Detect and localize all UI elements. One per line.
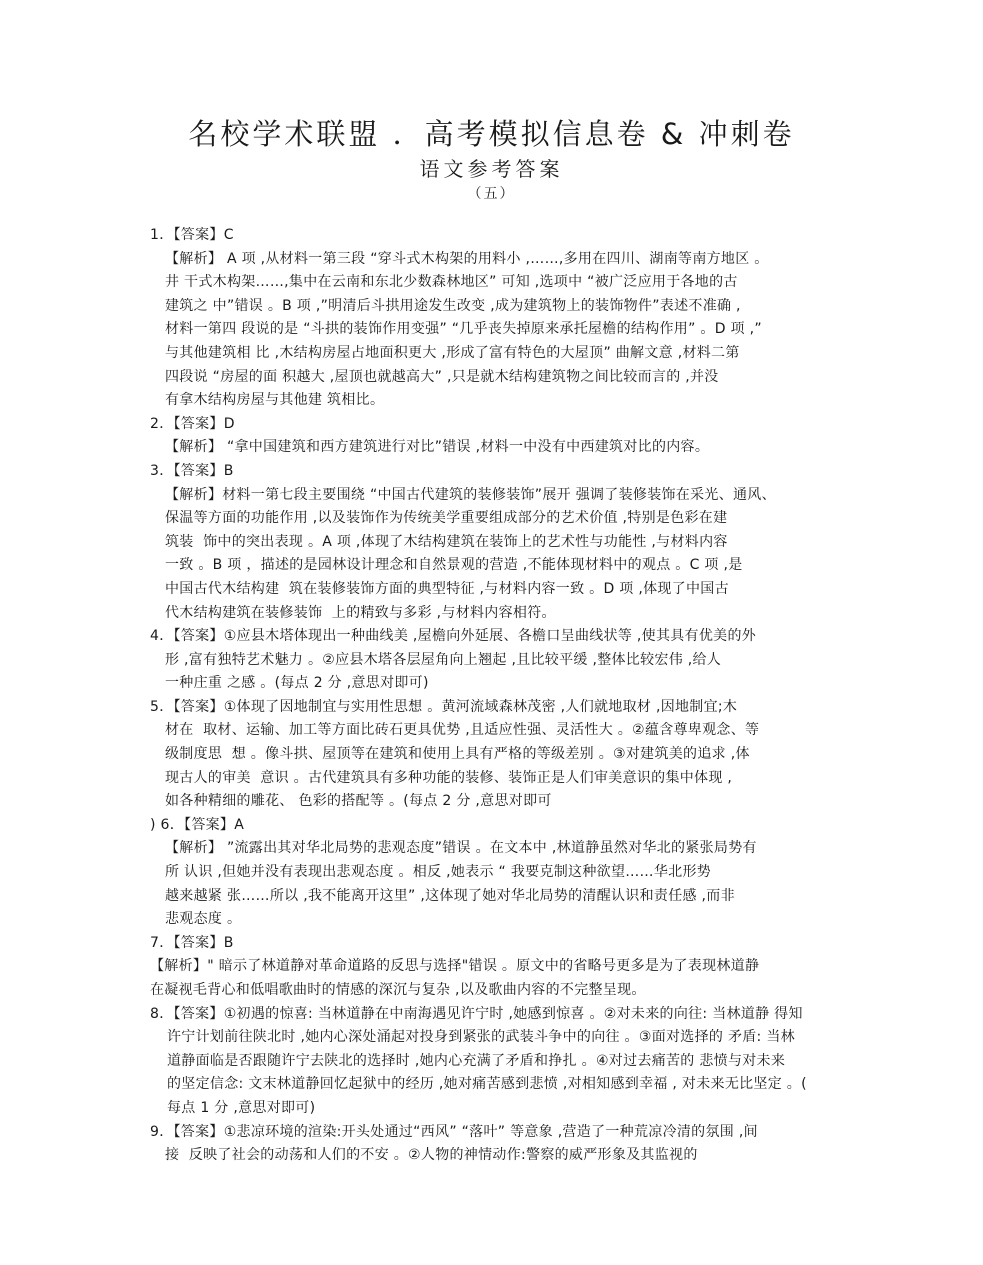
answer-list [150,224,850,1168]
answer-text-line: 现古人的审美 意识 。古代建筑具有多种功能的装修、装饰正是人们审美意识的集中体现 , [165,769,733,786]
answer-text-line: 级制度思 想 。像斗拱、屋顶等在建筑和使用上具有严格的等级差别 。③对建筑美的追求 ,体 [165,746,750,763]
answer-text-line: 【解析】 A 项 ,从材料一第三段 “穿斗式木构架的用料小 ,……,多用在四川、湖南等南方地区 。 [165,250,769,267]
answer-text-line: 形 ,富有独特艺术魅力 。②应县木塔各层屋角向上翘起 ,且比较平缓 ,整体比较宏伟 ,给人 [165,651,722,668]
answer-heading-line: 3．【答案】B [150,462,234,479]
answer-text-line: 建筑之 中”错误 。B 项 ,”明清后斗拱用途发生改变 ,成为建筑物上的装饰物件”表述不准确 , [165,297,741,314]
answer-item-7 [150,932,850,1003]
answer-text-line: 【解析】 “拿中国建筑和西方建筑进行对比”错误 ,材料一中没有中西建筑对比的内容。 [165,439,710,456]
answer-text-line: 越来越紧 张……所以 ,我不能离开这里” ,这体现了她对华北局势的清醒认识和责任感 ,而非 [165,887,735,904]
answer-text-line: 如各种精细的雕花、 色彩的搭配等 。(每点 2 分 ,意思对即可 [165,793,552,810]
answer-heading-line: 9．【答案】①悲凉环境的渲染:开头处通过“西风” “落叶” 等意象 ,营造了一种荒凉冷清的氛围 ,间 [150,1123,758,1140]
answer-heading-line: 8．【答案】①初遇的惊喜: 当林道静在中南海遇见许宁时 ,她感到惊喜 。②对未来的向往: 当林道静 得知 [150,1005,803,1022]
document-subtitle: 语文参考答案 [419,157,564,181]
answer-text-line: 【解析】" 暗示了林道静对革命道路的反思与选择"错误 。原文中的省略号更多是为了表现林道静 [150,958,760,975]
answer-heading-line: 4．【答案】①应县木塔体现出一种曲线美 ,屋檐向外延展、各檐口呈曲线状等 ,使其具有优美的外 [150,628,757,645]
answer-item-3 [150,460,850,625]
answer-item-6 [150,814,850,932]
paper-number: （五） [467,186,516,202]
answer-item-8 [150,1003,850,1121]
answer-heading-line: 2．【答案】D [150,415,235,432]
document-title: 名校学术联盟 ．高考模拟信息卷 & 冲刺卷 [188,117,795,151]
answer-heading-line: 5．【答案】①体现了因地制宜与实用性思想 。黄河流域森林茂密 ,人们就地取材 ,因地制宜;木 [150,698,738,715]
answer-item-1 [150,224,850,413]
answer-text-line: 材在 取材、运输、加工等方面比砖石更具优势 ,且适应性强、灵活性大 。②蕴含尊卑观念、等 [165,722,760,739]
answer-text-line: 道静面临是否跟随许宁去陕北的选择时 ,她内心充满了矛盾和挣扎 。④对过去痛苦的 悲愤与对未来 [167,1052,786,1069]
answer-text-line: 中国古代木结构建 筑在装修装饰方面的典型特征 ,与材料内容一致 。D 项 ,体现了中国古 [165,580,729,597]
answer-text-line: 井 干式木构架……,集中在云南和东北少数森林地区” 可知 ,选项中 “被广泛应用于各地的古 [165,274,738,291]
answer-text-line: 许宁计划前往陕北时 ,她内心深处涌起对投身到紧张的武装斗争中的向往 。③面对选择的 矛盾: 当林 [167,1029,795,1046]
answer-text-line: 的坚定信念: 文末林道静回忆起狱中的经历 ,她对痛苦感到悲愤 ,对相知感到幸福 , 对未来无比坚定 。( [167,1076,807,1093]
answer-heading-line: 7．【答案】B [150,934,234,951]
answer-text-line: 保温等方面的功能作用 ,以及装饰作为传统美学重要组成部分的艺术价值 ,特别是色彩在建 [165,510,728,527]
answer-heading-line: ) 6．【答案】A [150,816,245,833]
answer-heading-line: 1．【答案】C [150,227,234,243]
answer-text-line: 【解析】材料一第七段主要围绕 “中国古代建筑的装修装饰”展开 强调了装修装饰在采光、通风、 [165,486,776,503]
answer-item-9 [150,1121,850,1168]
answer-text-line: 代木结构建筑在装修装饰 上的精致与多彩 ,与材料内容相符。 [165,604,556,621]
answer-text-line: 四段说 “房屋的面 积越大 ,屋顶也就越高大” ,只是就木结构建筑物之间比较而言的 ,并没 [165,368,719,385]
answer-text-line: 【解析】 ”流露出其对华北局势的悲观态度”错误 。在文本中 ,林道静虽然对华北的紧张局势有 [165,840,757,857]
answer-item-4 [150,625,850,696]
answer-item-2 [150,413,850,460]
answer-text-line: 悲观态度 。 [165,911,242,928]
answer-text-line: 所 认识 ,但她并没有表现出悲观态度 。相反 ,她表示 “ 我要克制这种欲望……华北形势 [165,864,712,881]
answer-text-line: 接 反映了社会的动荡和人们的不安 。②人物的神情动作:警察的威严形象及其监视的 [165,1147,698,1164]
answer-text-line: 一种庄重 之感 。(每点 2 分 ,意思对即可) [165,675,429,692]
answer-text-line: 在凝视毛背心和低唱歌曲时的情感的深沉与复杂 ,以及歌曲内容的不完整呈现。 [150,982,646,998]
answer-text-line: 筑装 饰中的突出表现 。A 项 ,体现了木结构建筑在装饰上的艺术性与功能性 ,与材料内容 [165,533,728,550]
answer-text-line: 材料一第四 段说的是 “斗拱的装饰作用变强” “几乎丧失掉原来承托屋檐的结构作用” 。D 项 ,” [165,321,762,338]
answer-text-line: 每点 1 分 ,意思对即可) [167,1099,316,1116]
answer-text-line: 有拿木结构房屋与其他建 筑相比。 [165,392,385,409]
answer-text-line: 一致 。B 项 ，描述的是园林设计理念和自然景观的营造 ,不能体现材料中的观点 。C 项 ,是 [165,557,743,574]
answer-text-line: 与其他建筑相 比 ,木结构房屋占地面积更大 ,形成了富有特色的大屋顶” 曲解文意 ,材料二第 [165,344,740,361]
answer-item-5 [150,696,850,814]
